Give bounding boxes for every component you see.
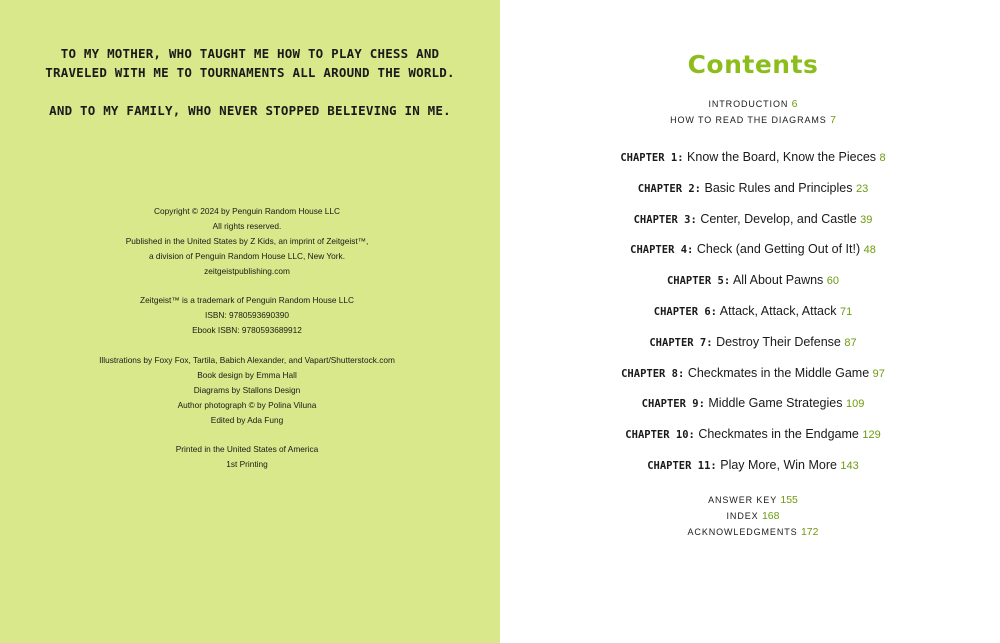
chapter-title: All About Pawns [732,273,824,288]
toc-chapter-entry[interactable] [500,271,1000,302]
toc-chapter-entry[interactable] [500,394,1000,425]
chapter-page: 71 [839,305,853,318]
chapter-number: CHAPTER 8: [621,367,685,380]
copyright-line: Diagrams by Stallons Design [193,384,301,395]
chapter-title: Attack, Attack, Attack [719,303,837,318]
chapter-page: 8 [879,152,886,164]
toc-entry[interactable] [500,524,1000,540]
chapter-title: Checkmates in the Middle Game [687,365,870,380]
copyright-spacer [0,428,494,443]
chapter-number: CHAPTER 9: [641,398,705,411]
copyright-line: zeitgeistpublishing.com [204,265,290,276]
toc-entry-label: INDEX [726,511,759,521]
chapter-number: CHAPTER 3: [633,213,697,226]
chapter-page: 87 [844,336,857,349]
chapter-number: CHAPTER 4: [630,244,694,257]
toc-entry-label: HOW TO READ THE DIAGRAMS [670,115,827,125]
toc-chapter-entry[interactable] [500,333,1000,364]
toc-entry-page: 7 [830,114,836,126]
chapter-title: Checkmates in the Endgame [698,427,859,442]
right-page [500,0,1000,643]
chapter-page: 60 [826,275,840,288]
toc-entry-page: 172 [800,526,819,538]
dedication-line: TRAVELED WITH ME TO TOURNAMENTS ALL AROUND THE WORLD. [45,65,455,80]
toc-chapter-entry[interactable] [500,364,1000,395]
contents-title: Contents [687,50,819,79]
toc-chapter-entry[interactable] [500,302,1000,333]
chapter-number: CHAPTER 6: [653,305,717,318]
dedication-line: AND TO MY FAMILY, WHO NEVER STOPPED BELIEVING IN ME. [49,103,451,118]
copyright-line: a division of Penguin Random House LLC, New York. [148,250,345,261]
toc-back-matter [500,492,1000,540]
chapter-number: CHAPTER 1: [620,152,684,164]
chapter-title: Middle Game Strategies [708,396,843,411]
chapter-page: 23 [855,182,869,195]
chapter-title: Basic Rules and Principles [704,180,853,195]
toc-chapter-entry[interactable] [500,148,1000,179]
chapter-number: CHAPTER 5: [666,275,731,288]
chapter-title: Know the Board, Know the Pieces [687,150,877,164]
copyright-line: Zeitgeist™ is a trademark of Penguin Random House LLC [140,295,354,306]
copyright-line: All rights reserved. [212,220,282,231]
copyright-line: ISBN: 9780593690390 [205,310,289,321]
copyright-line: Author photograph © by Polina Viluna [177,399,317,410]
chapter-number: CHAPTER 11: [647,459,717,472]
copyright-spacer [0,338,494,353]
toc-entry-label: ANSWER KEY [708,495,777,505]
toc-entry-page: 6 [791,98,798,110]
toc-entry-page: 155 [780,494,798,506]
toc-entry[interactable] [500,492,1000,508]
copyright-line: Ebook ISBN: 9780593689912 [192,325,302,336]
copyright-line: Illustrations by Foxy Fox, Tartila, Babich Alexander, and Vapart/Shutterstock.com [99,355,395,366]
copyright-line: 1st Printing [226,459,268,470]
toc-chapter-entry[interactable] [500,179,1000,210]
chapter-page: 39 [860,213,873,226]
toc-entry[interactable] [500,508,1000,524]
dedication-line: TO MY MOTHER, WHO TAUGHT ME HOW TO PLAY CHESS AND [60,46,440,61]
toc-front-matter [500,96,1000,128]
toc-entry-page: 168 [761,510,780,522]
toc-chapter-entry[interactable] [500,425,1000,456]
chapter-page: 143 [840,459,859,472]
toc-chapter-list [500,148,1000,487]
toc-entry[interactable] [500,112,1000,128]
toc-chapter-entry[interactable] [500,210,1000,241]
chapter-page: 129 [862,429,881,442]
copyright-line: Published in the United States by Z Kids, an imprint of Zeitgeist™, [125,235,369,246]
chapter-number: CHAPTER 10: [625,429,695,442]
chapter-page: 48 [863,244,876,257]
toc-chapter-entry[interactable] [500,456,1000,487]
toc-entry[interactable] [500,96,1000,112]
copyright-line: Copyright © 2024 by Penguin Random House LLC [154,206,340,216]
copyright-line: Book design by Emma Hall [197,369,297,380]
copyright-line: Edited by Ada Fung [210,414,284,425]
chapter-title: Play More, Win More [720,457,837,472]
copyright-spacer [0,279,494,294]
toc-chapter-entry[interactable] [500,240,1000,271]
toc-entry-label: ACKNOWLEDGMENTS [687,527,798,537]
dedication [0,44,500,120]
toc-entry-label: INTRODUCTION [708,99,789,109]
copyright-line: Printed in the United States of America [175,444,319,455]
chapter-title: Destroy Their Defense [716,334,841,349]
chapter-number: CHAPTER 2: [637,182,701,195]
chapter-page: 109 [845,398,865,411]
copyright-block [0,204,494,472]
chapter-title: Center, Develop, and Castle [700,211,857,226]
chapter-title: Check (and Getting Out of It!) [696,242,861,257]
chapter-page: 97 [872,367,885,380]
chapter-number: CHAPTER 7: [649,336,713,349]
